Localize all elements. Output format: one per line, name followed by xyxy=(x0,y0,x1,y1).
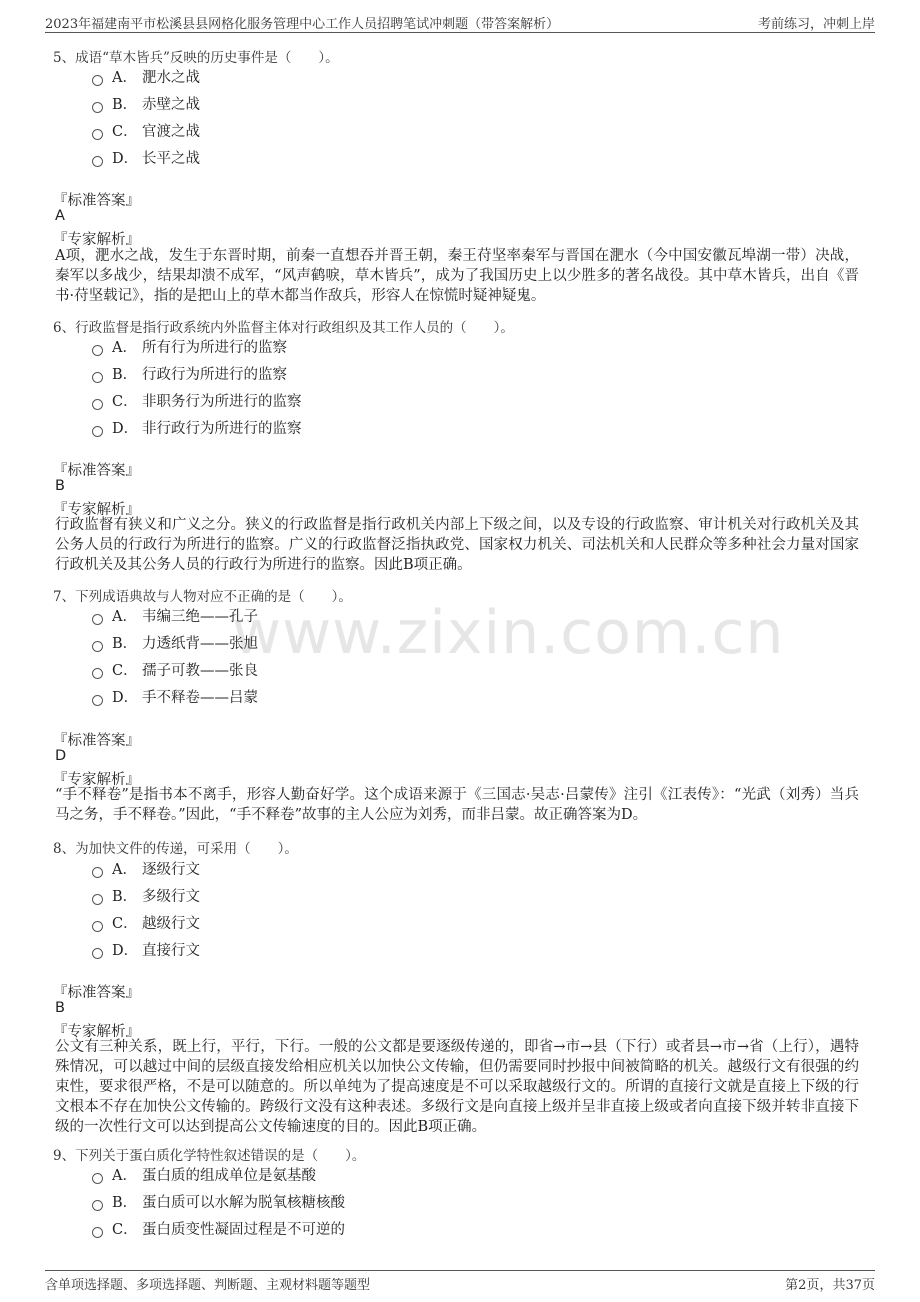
option-d[interactable]: D． 长平之战 xyxy=(92,147,200,169)
analysis-text: 公文有三种关系，既上行，平行，下行。一般的公文都是要逐级传递的，即省→市→县（下行）或者县→市→省（上行），遇特殊情况，可以越过中间的层级直接发给相应机关以加快公文传输，但仍需要同时抄报中间被简略的机关。越级行文有很强的约束性，要求很严格，不是可以随意的。所以单纯为了提高速度是不可以采取越级行文的。所谓的直接行文就是直接上下级的行文根本不存在加快公文传输的。跨级行文没有这种表述。多级行文是向直接上级并呈非直接上级或者向直接下级并转非直接下级的一次性行文可以达到提高公文传输速度的目的。因此B项正确。 xyxy=(55,1039,859,1135)
radio-icon[interactable] xyxy=(92,399,103,410)
radio-icon[interactable] xyxy=(92,948,103,959)
option-d[interactable]: D． 直接行文 xyxy=(92,939,200,961)
analysis-text: 行政监督有狭义和广义之分。狭义的行政监督是指行政机关内部上下级之间，以及专设的行政监察、审计机关对行政机关及其公务人员的行政行为所进行的监察。广义的行政监督泛指执政党、国家权力机关、司法机关和人民群众等多种社会力量对国家行政机关及其公务人员的行政行为所进行的监察。因此B项正确。 xyxy=(55,517,859,573)
option-d[interactable]: D． 非行政行为所进行的监察 xyxy=(92,417,302,439)
question-stem: 6、行政监督是指行政系统内外监督主体对行政组织及其工作人员的（ ）。 xyxy=(53,320,514,336)
radio-icon[interactable] xyxy=(92,426,103,437)
question-stem: 7、下列成语典故与人物对应不正确的是（ ）。 xyxy=(53,589,352,605)
radio-icon[interactable] xyxy=(92,75,103,86)
watermark: www.zixin.com.cn xyxy=(232,598,785,668)
radio-icon[interactable] xyxy=(92,894,103,905)
analysis-text: “手不释卷”是指书本不离手，形容人勤奋好学。这个成语来源于《三国志·吴志·吕蒙传》注引《江表传》：“光武（刘秀）当兵马之务，手不释卷。”因此，“手不释卷”故事的主人公应为刘秀，而非吕蒙。故正确答案为D。 xyxy=(55,787,859,823)
answer-label: 『标准答案』 xyxy=(53,985,140,1001)
option-a[interactable]: A． 淝水之战 xyxy=(92,66,200,88)
radio-icon[interactable] xyxy=(92,867,103,878)
radio-icon[interactable] xyxy=(92,641,103,652)
analysis-label: 『专家解析』 xyxy=(53,772,140,788)
option-c[interactable]: C． 非职务行为所进行的监察 xyxy=(92,390,302,412)
page-footer xyxy=(45,1270,875,1295)
radio-icon[interactable] xyxy=(92,668,103,679)
option-b[interactable]: B． 多级行文 xyxy=(92,885,200,907)
analysis-label: 『专家解析』 xyxy=(53,502,140,518)
page-number: 第2页，共37页 xyxy=(785,1278,875,1293)
radio-icon[interactable] xyxy=(92,1200,103,1211)
radio-icon[interactable] xyxy=(92,1173,103,1184)
radio-icon[interactable] xyxy=(92,129,103,140)
option-a[interactable]: A． 所有行为所进行的监察 xyxy=(92,336,287,358)
option-a[interactable]: A． 韦编三绝——孔子 xyxy=(92,605,258,627)
document-title: 2023年福建南平市松溪县县网格化服务管理中心工作人员招聘笔试冲刺题（带答案解析） xyxy=(45,17,560,32)
answer-value: A xyxy=(55,208,65,224)
page-header xyxy=(45,10,875,33)
option-b[interactable]: B． 赤壁之战 xyxy=(92,93,200,115)
option-a[interactable]: A． 逐级行文 xyxy=(92,858,200,880)
answer-value: B xyxy=(55,1000,65,1016)
radio-icon[interactable] xyxy=(92,372,103,383)
radio-icon[interactable] xyxy=(92,102,103,113)
option-d[interactable]: D． 手不释卷——吕蒙 xyxy=(92,686,258,708)
analysis-label: 『专家解析』 xyxy=(53,232,140,248)
option-c[interactable]: C． 官渡之战 xyxy=(92,120,200,142)
option-a[interactable]: A． 蛋白质的组成单位是氨基酸 xyxy=(92,1164,316,1186)
option-c[interactable]: C． 越级行文 xyxy=(92,912,200,934)
radio-icon[interactable] xyxy=(92,1227,103,1238)
answer-value: B xyxy=(55,478,65,494)
answer-label: 『标准答案』 xyxy=(53,463,140,479)
option-c[interactable]: C． 蛋白质变性凝固过程是不可逆的 xyxy=(92,1218,345,1240)
footer-question-types: 含单项选择题、多项选择题、判断题、主观材料题等题型 xyxy=(45,1278,371,1293)
analysis-text: A项，淝水之战，发生于东晋时期，前秦一直想吞并晋王朝，秦王苻坚率秦军与晋国在淝水（今中国安徽瓦埠湖一带）决战，秦军以多战少，结果却溃不成军，“风声鹤唳，草木皆兵”，成为了我国历史上以少胜多的著名战役。其中草木皆兵，出自《晋书·苻坚载记》，指的是把山上的草木都当作敌兵，形容人在惊慌时疑神疑鬼。 xyxy=(55,248,859,304)
header-slogan: 考前练习，冲刺上岸 xyxy=(757,17,875,32)
question-stem: 8、为加快文件的传递，可采用（ ）。 xyxy=(53,841,298,857)
analysis-label: 『专家解析』 xyxy=(53,1024,140,1040)
radio-icon[interactable] xyxy=(92,921,103,932)
option-b[interactable]: B． 蛋白质可以水解为脱氧核糖核酸 xyxy=(92,1191,345,1213)
option-b[interactable]: B． 行政行为所进行的监察 xyxy=(92,363,287,385)
answer-value: D xyxy=(55,748,67,764)
radio-icon[interactable] xyxy=(92,614,103,625)
answer-label: 『标准答案』 xyxy=(53,193,140,209)
radio-icon[interactable] xyxy=(92,695,103,706)
option-c[interactable]: C． 孺子可教——张良 xyxy=(92,659,258,681)
option-b[interactable]: B． 力透纸背——张旭 xyxy=(92,632,258,654)
question-stem: 5、成语“草木皆兵”反映的历史事件是（ ）。 xyxy=(53,50,339,66)
answer-label: 『标准答案』 xyxy=(53,733,140,749)
radio-icon[interactable] xyxy=(92,156,103,167)
radio-icon[interactable] xyxy=(92,345,103,356)
question-stem: 9、下列关于蛋白质化学特性叙述错误的是（ ）。 xyxy=(53,1148,366,1164)
